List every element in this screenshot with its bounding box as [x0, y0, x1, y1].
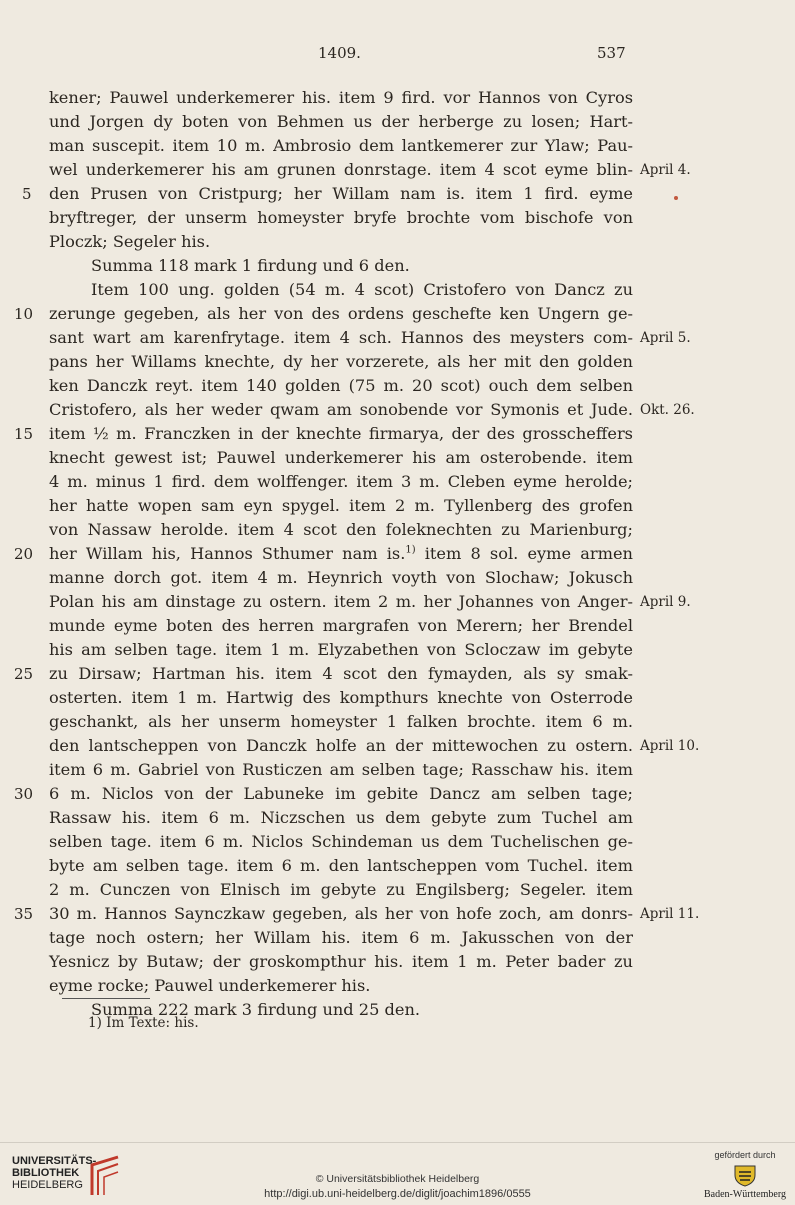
text-line: geschankt, als her unserm homeyster 1 falken brochte. item 6 m. — [49, 712, 633, 731]
library-line: HEIDELBERG — [12, 1179, 83, 1191]
text-line: sant wart am karenfrytage. item 4 sch. Hannos des meysters com- — [49, 328, 633, 347]
header-year: 1409. — [318, 44, 361, 62]
page-number: 537 — [597, 44, 626, 62]
footnote: 1) Im Texte: his. — [88, 1015, 199, 1031]
text-line: 30 m. Hannos Saynczkaw gegeben, als her von hofe zoch, am donrs- — [49, 904, 633, 923]
text-line: 6 m. Niclos von der Labuneke im gebite Dancz am selben tage; — [49, 784, 633, 803]
funder-name: Baden-Württemberg — [703, 1189, 786, 1200]
page-header — [0, 44, 795, 66]
red-mark — [674, 196, 678, 200]
summa-line: Summa 222 mark 3 firdung und 25 den. — [91, 1000, 421, 1019]
text-line: her hatte wopen sam eyn spygel. item 2 m. Tyllenberg des grofen — [49, 496, 633, 515]
permalink[interactable]: http://digi.ub.uni-heidelberg.de/diglit/joachim1896/0555 — [264, 1188, 531, 1200]
line-number: 35 — [14, 905, 34, 923]
text-line: zerunge gegeben, als her von des ordens geschefte ken Ungern ge- — [49, 304, 633, 323]
text-line: Yesnicz by Butaw; der groskompthur his. item 1 m. Peter bader zu — [49, 952, 633, 971]
margin-date: April 5. — [640, 330, 691, 346]
text-line: zu Dirsaw; Hartman his. item 4 scot den fymayden, als sy smak- — [49, 664, 633, 683]
footer-divider — [0, 1142, 795, 1143]
text-line: wel underkemerer his am grunen donrstage. item 4 scot eyme blin- — [49, 160, 633, 179]
funder-logo[interactable] — [700, 1150, 790, 1200]
text-line: den Prusen von Cristpurg; her Willam nam is. item 1 fird. eyme — [49, 184, 633, 203]
text-line: von Nassaw herolde. item 4 scot den foleknechten zu Marienburg; — [49, 520, 633, 539]
summa-line: Summa 118 mark 1 firdung und 6 den. — [91, 256, 410, 275]
text-segment: item 8 sol. eyme armen — [424, 544, 633, 563]
text-line: tage noch ostern; her Willam his. item 6 m. Jakusschen von der — [49, 928, 633, 947]
margin-date: April 4. — [640, 162, 691, 178]
coat-of-arms-icon — [732, 1163, 758, 1187]
copyright: © Universitätsbibliothek Heidelberg — [315, 1173, 480, 1185]
text-line: Cristofero, als her weder qwam am sonobende vor Symonis et Jude. — [49, 400, 633, 419]
text-line: 4 m. minus 1 fird. dem wolffenger. item 3 m. Cleben eyme herolde; — [49, 472, 633, 491]
text-segment: her Willam his, Hannos Sthumer nam is. — [49, 544, 406, 563]
text-line — [49, 542, 633, 566]
text-line: munde eyme boten des herren margrafen von Merern; her Brendel — [49, 616, 633, 635]
text-line: kener; Pauwel underkemerer his. item 9 fird. vor Hannos von Cyros — [49, 88, 633, 107]
line-number: 15 — [14, 425, 34, 443]
text-line: item 6 m. Gabriel von Rusticzen am selben tage; Rasschaw his. item — [49, 760, 633, 779]
margin-date: April 11. — [640, 906, 700, 922]
footnote-ref: 1) — [405, 544, 416, 556]
text-line: Ploczk; Segeler his. — [49, 232, 211, 251]
text-line: pans her Willams knechte, dy her vorzerete, als her mit den golden — [49, 352, 633, 371]
text-line: Item 100 ung. golden (54 m. 4 scot) Cristofero von Dancz zu — [91, 280, 633, 299]
text-line: man suscepit. item 10 m. Ambrosio dem lantkemerer zur Ylaw; Pau- — [49, 136, 633, 155]
margin-date: April 10. — [640, 738, 700, 754]
line-number: 10 — [14, 305, 34, 323]
library-line: UNIVERSITÄTS- — [12, 1155, 97, 1167]
line-number: 25 — [14, 665, 34, 683]
text-line: den lantscheppen von Danczk holfe an der mittewochen zu ostern. — [49, 736, 633, 755]
text-line: Polan his am dinstage zu ostern. item 2 m. her Johannes von Anger- — [49, 592, 633, 611]
text-line: eyme rocke; Pauwel underkemerer his. — [49, 976, 371, 995]
library-line: BIBLIOTHEK — [12, 1167, 80, 1179]
footnote-rule — [62, 998, 150, 999]
text-line: manne dorch got. item 4 m. Heynrich voyth von Slochaw; Jokusch — [49, 568, 633, 587]
text-line: byte am selben tage. item 6 m. den lantscheppen vom Tuchel. item — [49, 856, 633, 875]
text-line: ken Danczk reyt. item 140 golden (75 m. 20 scot) ouch dem selben — [49, 376, 633, 395]
text-line: his am selben tage. item 1 m. Elyzabethen von Scloczaw im gebyte — [49, 640, 633, 659]
text-line: und Jorgen dy boten von Behmen us der herberge zu losen; Hart- — [49, 112, 633, 131]
line-number: 20 — [14, 545, 34, 563]
text-line: Rassaw his. item 6 m. Niczschen us dem gebyte zum Tuchel am — [49, 808, 633, 827]
text-line: bryftreger, der unserm homeyster bryfe brochte vom bischofe von — [49, 208, 633, 227]
text-line: osterten. item 1 m. Hartwig des kompthurs knechte von Osterrode — [49, 688, 633, 707]
funder-label: gefördert durch — [714, 1150, 776, 1160]
margin-date: Okt. 26. — [640, 402, 695, 418]
line-number: 30 — [14, 785, 34, 803]
text-line: selben tage. item 6 m. Niclos Schindeman us dem Tuchelischen ge- — [49, 832, 633, 851]
text-line: item ½ m. Franczken in der knechte firmarya, der des grosscheffers — [49, 424, 633, 443]
text-line: knecht gewest ist; Pauwel underkemerer his am osterobende. item — [49, 448, 633, 467]
margin-date: April 9. — [640, 594, 691, 610]
line-number: 5 — [22, 185, 32, 203]
text-line: 2 m. Cunczen von Elnisch im gebyte zu Engilsberg; Segeler. item — [49, 880, 633, 899]
